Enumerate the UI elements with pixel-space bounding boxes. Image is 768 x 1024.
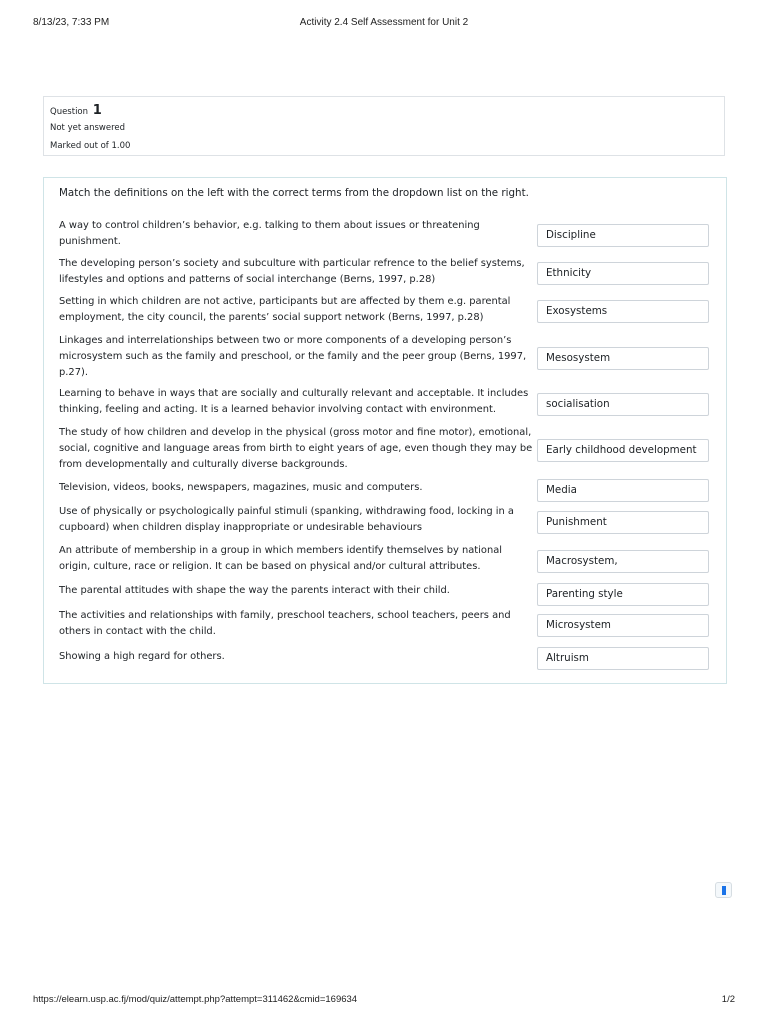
match-definition: The activities and relationships with family, preschool teachers, school teachers, peers and others in contact with the child. [59, 610, 511, 637]
match-row [59, 504, 715, 538]
match-definition: Television, videos, books, newspapers, magazines, music and computers. [59, 482, 423, 493]
question-label: Question [50, 107, 89, 117]
match-definition: An attribute of membership in a group in which members identify themselves by national origin, culture, race or religion. It can be based on physical and/or cultural attributes. [59, 545, 503, 572]
match-definition: A way to control children’s behavior, e.g. talking to them about issues or threatening punishment. [59, 220, 480, 247]
match-row [59, 333, 715, 383]
question-number [50, 103, 102, 118]
match-definition: Setting in which children are not active, participants but are affected by them e.g. parental employment, the city council, the parents’ social support network (Berns, 1997, p.28) [59, 296, 511, 323]
match-row [59, 543, 715, 577]
match-row [59, 583, 715, 611]
print-timestamp: 8/13/23, 7:33 PM [33, 17, 110, 28]
match-row [59, 425, 715, 475]
question-text: Match the definitions on the left with the correct terms from the dropdown list on the right. [59, 187, 529, 199]
match-answer-select[interactable]: Media [537, 479, 709, 502]
question-info-panel [43, 96, 725, 156]
match-answer-select[interactable]: Mesosystem [537, 347, 709, 370]
match-row [59, 386, 715, 420]
question-formulation [43, 177, 727, 684]
page-url: https://elearn.usp.ac.fj/mod/quiz/attempt.php?attempt=311462&cmid=169634 [33, 994, 358, 1005]
match-definition: Linkages and interrelationships between two or more components of a developing person’s microsystem such as the family and preschool, or the family and the peer group (Berns, 1997, p.27). [59, 335, 527, 378]
match-answer-select[interactable]: Macrosystem, [537, 550, 709, 573]
page-number: 1/2 [721, 994, 735, 1005]
match-row [59, 218, 715, 252]
match-answer-select[interactable]: Punishment [537, 511, 709, 534]
match-row [59, 649, 715, 677]
match-definition: The study of how children and develop in the physical (gross motor and fine motor), emotional, social, cognitive and language areas from birth to eight years of age, even though they may be from developmentally and culturally diverse backgrounds. [59, 427, 533, 470]
match-definition: Showing a high regard for others. [59, 651, 225, 662]
match-answer-select[interactable]: socialisation [537, 393, 709, 416]
match-row [59, 294, 715, 328]
scroll-indicator-bar [722, 886, 726, 895]
match-definition: The developing person’s society and subculture with particular refrence to the belief systems, lifestyles and options and patterns of social interchange (Berns, 1997, p.28) [59, 258, 525, 285]
print-footer [0, 993, 768, 1007]
match-definition: Learning to behave in ways that are socially and culturally relevant and acceptable. It includes thinking, feeling and acting. It is a learned behavior involving contact with environment. [59, 388, 529, 415]
question-grade: Marked out of 1.00 [50, 141, 131, 151]
print-page-title: Activity 2.4 Self Assessment for Unit 2 [299, 17, 469, 28]
match-answer-select[interactable]: Ethnicity [537, 262, 709, 285]
question-state: Not yet answered [50, 123, 126, 133]
match-answer-select[interactable]: Exosystems [537, 300, 709, 323]
match-answer-select[interactable]: Early childhood development [537, 439, 709, 462]
match-row [59, 256, 715, 290]
match-answer-select[interactable]: Altruism [537, 647, 709, 670]
print-header [0, 15, 768, 31]
scroll-indicator-icon[interactable] [715, 882, 732, 898]
match-answer-select[interactable]: Discipline [537, 224, 709, 247]
match-row [59, 608, 715, 642]
match-definition: Use of physically or psychologically painful stimuli (spanking, withdrawing food, locking in a cupboard) when children display inappropriate or undesirable behaviours [59, 506, 514, 533]
question-number-value: 1 [92, 103, 102, 118]
match-answer-select[interactable]: Microsystem [537, 614, 709, 637]
match-answer-select[interactable]: Parenting style [537, 583, 709, 606]
match-definition: The parental attitudes with shape the way the parents interact with their child. [59, 585, 450, 596]
